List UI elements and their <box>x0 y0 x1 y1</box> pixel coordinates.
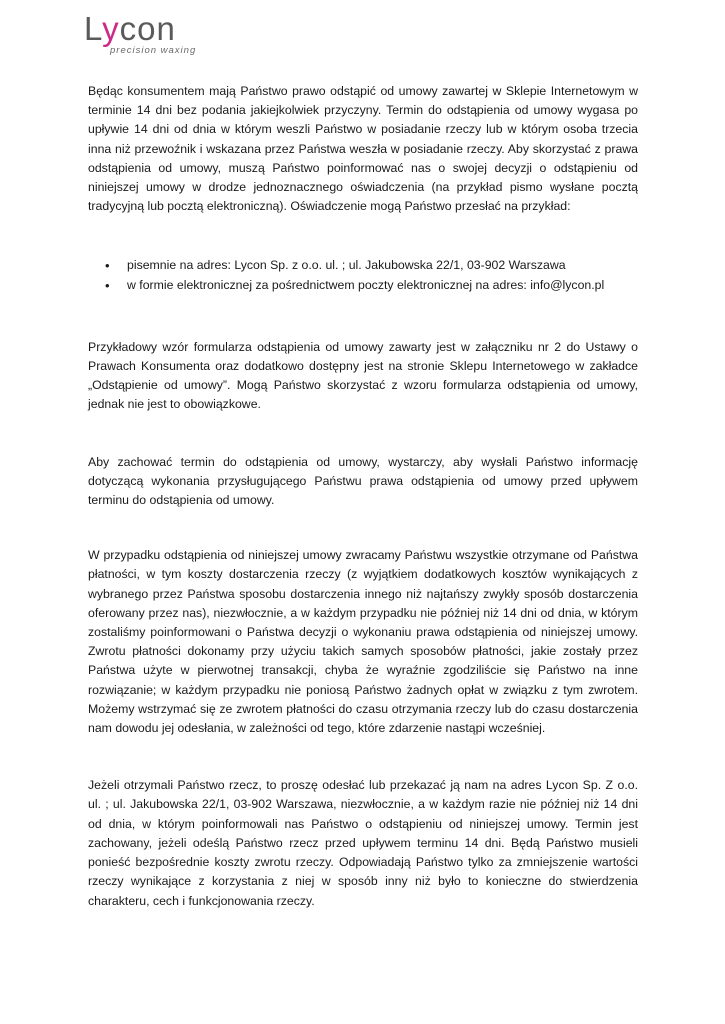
paragraph-return-goods: Jeżeli otrzymali Państwo rzecz, to proszę odesłać lub przekazać ją nam na adres Lycon Sp. Z o.o. ul. ; ul. Jakubowska 22/1, 03-902 Warszawa, niezwłocznie, a w każdym razie nie później niż 14 dni od dnia, w którym poinformowali nas Państwo o odstąpieniu od niniejszej umowy. Termin jest zachowany, jeżeli odeślą Państwo rzecz przed upływem terminu 14 dni. Będą Państwo musieli ponieść bezpośrednie koszty zwrotu rzeczy. Odpowiadają Państwo tylko za zmniejszenie wartości rzeczy wynikające z korzystania z niej w sposób inny niż było to konieczne do stwierdzenia charakteru, cech i funkcjonowania rzeczy. <box>88 778 638 908</box>
document-body <box>88 82 638 911</box>
paragraph-withdrawal-right: Będąc konsumentem mają Państwo prawo odstąpić od umowy zawartej w Sklepie Internetowym w terminie 14 dni bez podania jakiejkolwiek przyczyny. Termin do odstąpienia od umowy wygasa po upływie 14 dni od dnia w którym weszli Państwo w posiadanie rzeczy lub w którym osoba trzecia inna niż przewoźnik i wskazana przez Państwa weszła w posiadanie rzeczy. Aby skorzystać z prawa odstąpienia od umowy, muszą Państwo poinformować nas o swojej decyzji o odstąpieniu od niniejszej umowy w drodze jednoznacznego oświadczenia (na przykład pismo wysłane pocztą tradycyjną lub pocztą elektroniczną). Oświadczenie mogą Państwo przesłać na przykład: <box>88 84 638 214</box>
paragraph-deadline: Aby zachować termin do odstąpienia od umowy, wystarczy, aby wysłali Państwo informację dotyczącą wykonania przysługującego Państwu prawa odstąpienia od umowy przed upływem terminu do odstąpienia od umowy. <box>88 454 638 508</box>
lycon-logo <box>84 10 210 58</box>
contact-methods-list <box>88 256 638 294</box>
list-item-email-address: • w formie elektronicznej za pośrednictwem poczty elektronicznej na adres: info@lycon.pl <box>127 276 638 295</box>
list-item-postal-address: • pisemnie na adres: Lycon Sp. z o.o. ul. ; ul. Jakubowska 22/1, 03-902 Warszawa <box>127 256 638 275</box>
paragraph-refund: W przypadku odstąpienia od niniejszej umowy zwracamy Państwu wszystkie otrzymane od Państwa płatności, w tym koszty dostarczenia rzeczy (z wyjątkiem dodatkowych kosztów wynikających z wybranego przez Państwa sposobu dostarczenia innego niż najtańszy zwykły sposób dostarczenia oferowany przez nas), niezwłocznie, a w każdym przypadku nie później niż 14 dni od dnia, w którym zostaliśmy poinformowani o Państwa decyzji o wykonaniu prawa odstąpienia od niniejszej umowy. Zwrotu płatności dokonamy przy użyciu takich samych sposobów płatności, jakie zostały przez Państwa użyte w pierwotnej transakcji, chyba że wyraźnie zgodziliście się Państwo na inne rozwiązanie; w każdym przypadku nie poniosą Państwo żadnych opłat w związku z tym zwrotem. Możemy wstrzymać się ze zwrotem płatności do czasu otrzymania rzeczy lub do czasu dostarczenia nam dowodu jej odesłania, w zależności od tego, które zdarzenie nastąpi wcześniej. <box>88 548 638 736</box>
logo-tagline: precision waxing <box>110 45 197 56</box>
logo-wordmark <box>84 9 176 49</box>
logo-letters-con: con <box>119 10 176 47</box>
logo-letter-l: L <box>84 10 103 47</box>
paragraph-form-template: Przykładowy wzór formularza odstąpienia od umowy zawarty jest w załączniku nr 2 do Ustawy o Prawach Konsumenta oraz dodatkowo dostępny jest na stronie Sklepu Internetowego w zakładce „Odstąpienie od umowy”. Mogą Państwo skorzystać z wzoru formularza odstąpienia od umowy, jednak nie jest to obowiązkowe. <box>88 339 638 412</box>
logo-letter-y: y <box>102 10 120 47</box>
